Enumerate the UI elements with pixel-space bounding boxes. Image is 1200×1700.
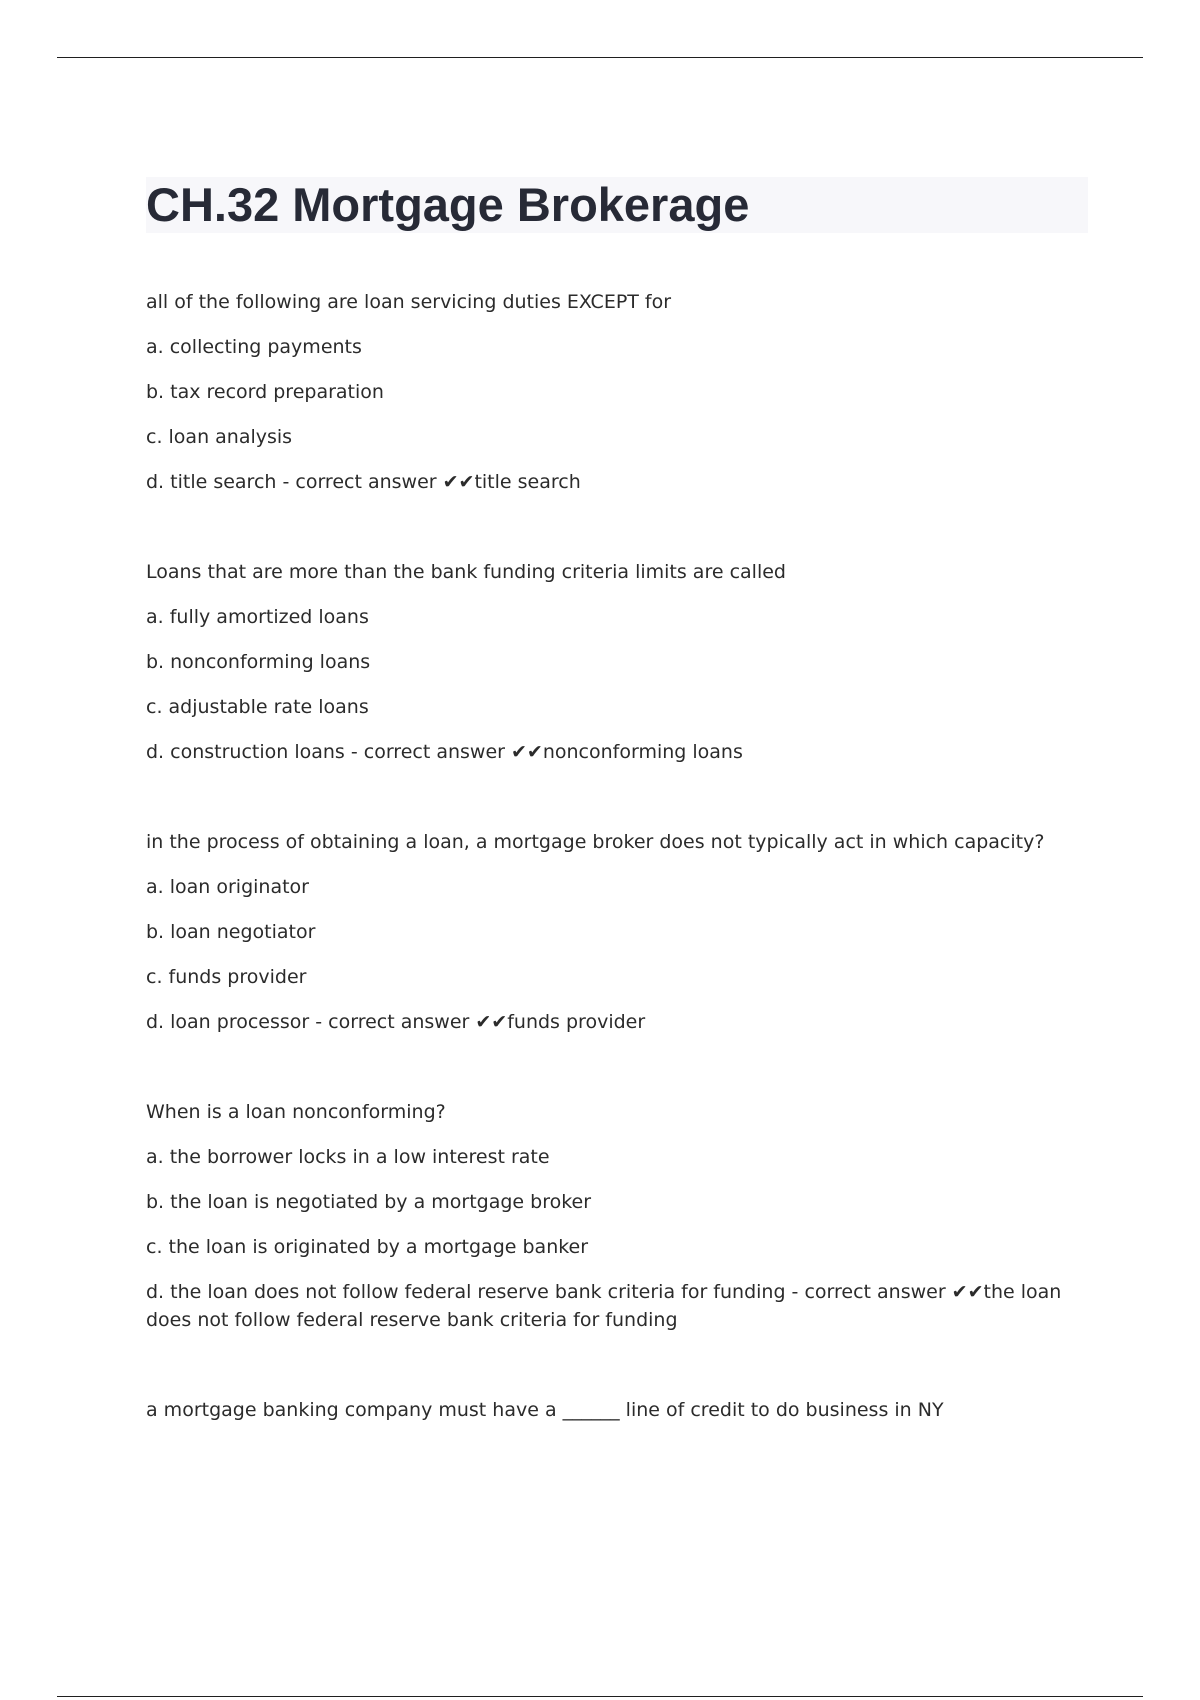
answer-option: b. tax record preparation <box>146 381 384 403</box>
question-block <box>146 1098 1096 1334</box>
answer-option: c. loan analysis <box>146 426 293 448</box>
answer-option-with-correct-answer: d. title search - correct answer ✔✔title search <box>146 471 581 493</box>
answer-option: c. the loan is originated by a mortgage banker <box>146 1236 589 1258</box>
question-text: a mortgage banking company must have a ______ line of credit to do business in NY <box>146 1399 944 1421</box>
answer-option: c. adjustable rate loans <box>146 696 369 718</box>
question-text: in the process of obtaining a loan, a mortgage broker does not typically act in which capacity? <box>146 831 1045 853</box>
question-block <box>146 828 1096 1036</box>
answer-option: a. loan originator <box>146 876 309 898</box>
question-block <box>146 1396 1096 1424</box>
answer-option: c. funds provider <box>146 966 307 988</box>
page-title: CH.32 Mortgage Brokerage <box>146 177 1088 233</box>
bottom-divider <box>57 1696 1143 1697</box>
answer-option: a. collecting payments <box>146 336 362 358</box>
answer-option-with-correct-answer: d. the loan does not follow federal reserve bank criteria for funding - correct answer ✔✔the loan does not follow federal reserve bank criteria for funding <box>146 1281 1062 1331</box>
answer-option: b. the loan is negotiated by a mortgage broker <box>146 1191 592 1213</box>
answer-option: b. loan negotiator <box>146 921 316 943</box>
question-text: all of the following are loan servicing duties EXCEPT for <box>146 291 672 313</box>
answer-option-with-correct-answer: d. loan processor - correct answer ✔✔funds provider <box>146 1011 646 1033</box>
question-list <box>146 288 1096 1486</box>
question-block <box>146 288 1096 496</box>
answer-option-with-correct-answer: d. construction loans - correct answer ✔✔nonconforming loans <box>146 741 743 763</box>
question-text: When is a loan nonconforming? <box>146 1101 446 1123</box>
question-block <box>146 558 1096 766</box>
answer-option: a. the borrower locks in a low interest rate <box>146 1146 550 1168</box>
question-text: Loans that are more than the bank funding criteria limits are called <box>146 561 786 583</box>
top-divider <box>57 57 1143 58</box>
answer-option: a. fully amortized loans <box>146 606 369 628</box>
answer-option: b. nonconforming loans <box>146 651 371 673</box>
